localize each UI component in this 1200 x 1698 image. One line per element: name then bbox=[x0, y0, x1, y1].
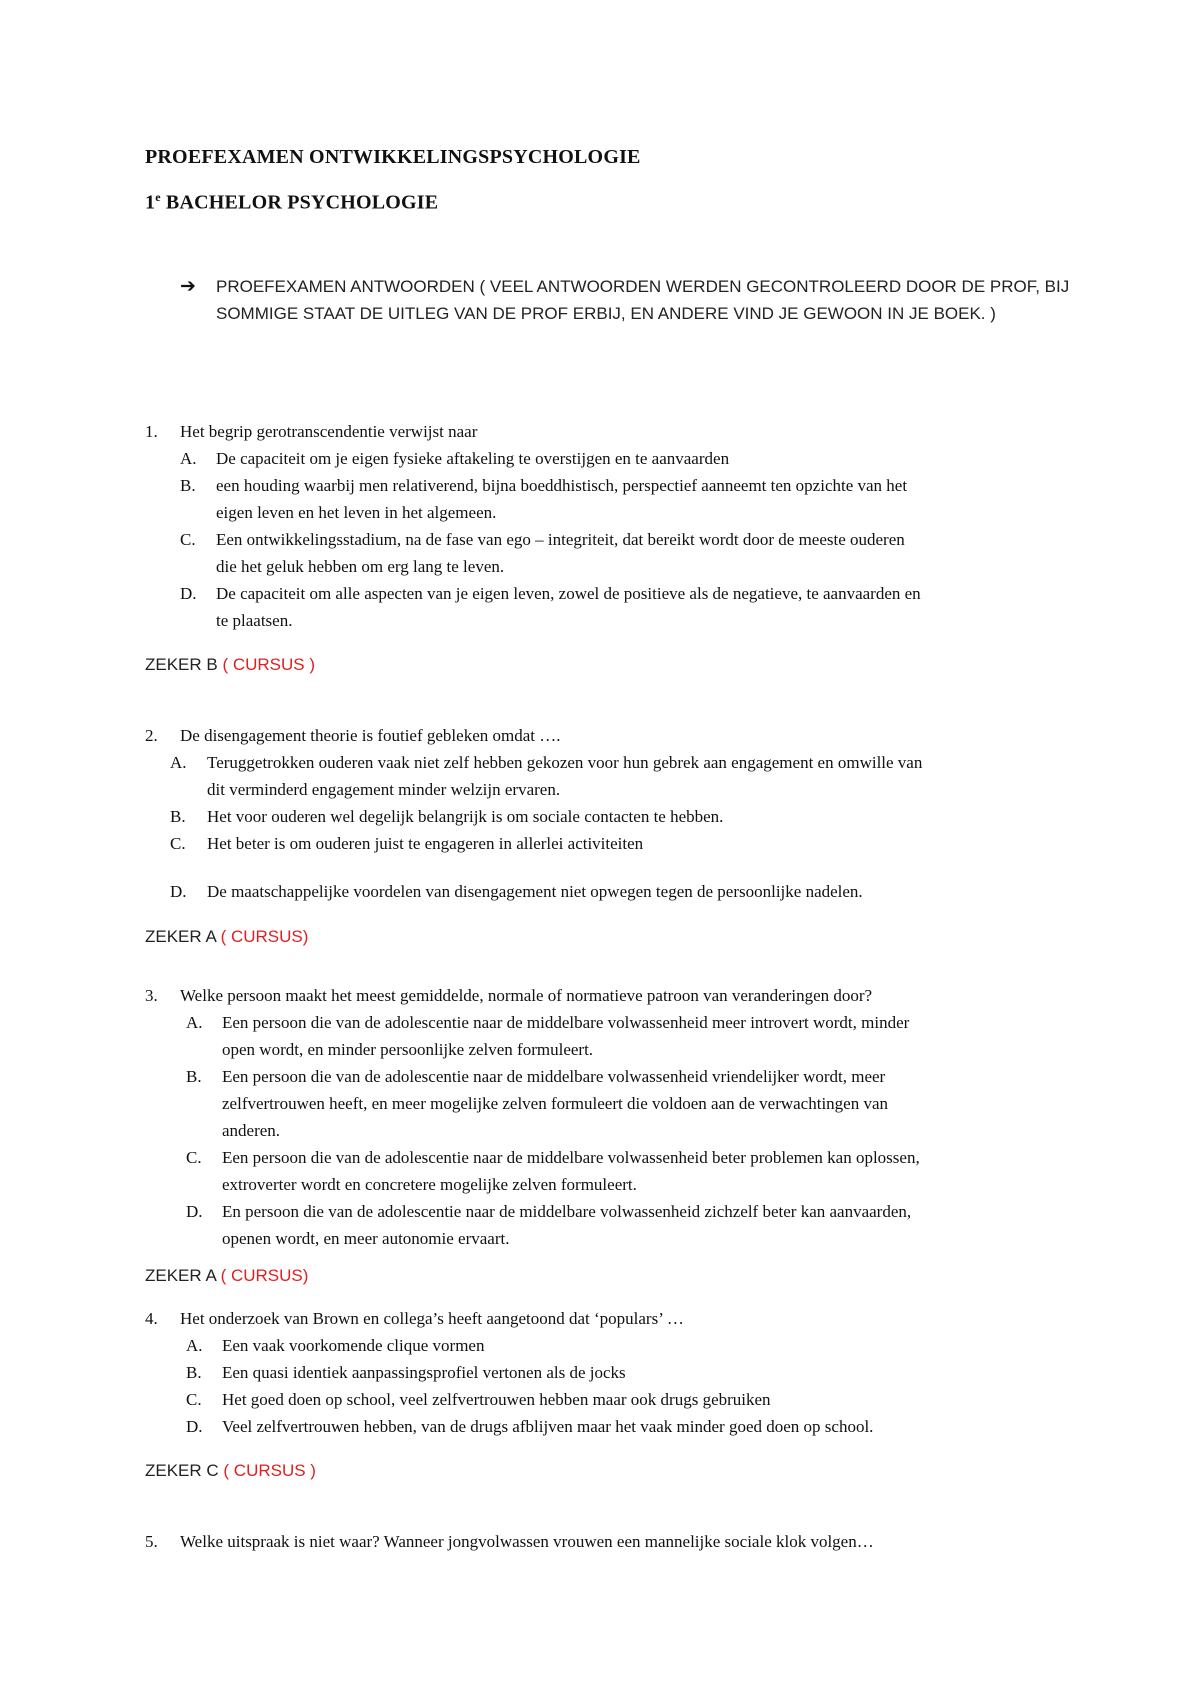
answer-key bbox=[145, 655, 315, 675]
arrow-icon: ➔ bbox=[180, 275, 196, 297]
option-a-text-cont: open wordt, en minder persoonlijke zelven formuleert. bbox=[222, 1040, 594, 1059]
question-text: De disengagement theorie is foutief gebleken omdat …. bbox=[180, 726, 561, 745]
subtitle-superscript: e bbox=[155, 190, 161, 204]
option-label: D. bbox=[186, 1417, 203, 1436]
document-title: PROEFEXAMEN ONTWIKKELINGSPSYCHOLOGIE bbox=[145, 146, 641, 168]
option-label: B. bbox=[186, 1067, 202, 1086]
option-label: C. bbox=[180, 530, 196, 549]
option-a-text: De capaciteit om je eigen fysieke aftakeling te overstijgen en te aanvaarden bbox=[216, 449, 730, 468]
option-label: A. bbox=[180, 449, 197, 468]
option-a-text-cont: dit verminderd engagement minder welzijn ervaren. bbox=[207, 780, 561, 799]
option-a-text: Een vaak voorkomende clique vormen bbox=[222, 1336, 485, 1355]
option-c-text: Een persoon die van de adolescentie naar de middelbare volwassenheid beter problemen kan oplossen, bbox=[222, 1148, 920, 1167]
option-label: A. bbox=[186, 1336, 203, 1355]
option-b-text: Een persoon die van de adolescentie naar de middelbare volwassenheid vriendelijker wordt, meer bbox=[222, 1067, 886, 1086]
option-c-text: Het beter is om ouderen juist te engageren in allerlei activiteiten bbox=[207, 834, 644, 853]
option-a-text: Teruggetrokken ouderen vaak niet zelf hebben gekozen voor hun gebrek aan engagement en omwille van bbox=[207, 753, 923, 772]
option-d-text-cont: te plaatsen. bbox=[216, 611, 293, 630]
option-c-text-cont: extroverter wordt en concretere mogelijke zelven formuleert. bbox=[222, 1175, 637, 1194]
question-number: 4. bbox=[145, 1309, 158, 1328]
option-label: D. bbox=[170, 882, 187, 901]
answer-key bbox=[145, 1266, 308, 1286]
option-label: B. bbox=[170, 807, 186, 826]
option-a-text: Een persoon die van de adolescentie naar de middelbare volwassenheid meer introvert wordt, minder bbox=[222, 1013, 910, 1032]
option-b-text: een houding waarbij men relativerend, bijna boeddhistisch, perspectief aanneemt ten opzichte van het bbox=[216, 476, 908, 495]
answer-key bbox=[145, 1461, 316, 1481]
option-d-text: De capaciteit om alle aspecten van je eigen leven, zowel de positieve als de negatieve, te aanvaarden en bbox=[216, 584, 921, 603]
answer-text: ZEKER A bbox=[145, 1266, 221, 1285]
option-label: A. bbox=[170, 753, 187, 772]
option-d-text: De maatschappelijke voordelen van disengagement niet opwegen tegen de persoonlijke nadelen. bbox=[207, 882, 863, 901]
answer-source: ( CURSUS) bbox=[220, 1266, 309, 1285]
intro-note: PROEFEXAMEN ANTWOORDEN ( VEEL ANTWOORDEN WERDEN GECONTROLEERD DOOR DE PROF, BIJ SOMMIGE STAAT DE UITLEG VAN DE PROF ERBIJ, EN ANDERE VIND JE GEWOON IN JE BOEK. ) bbox=[216, 277, 1070, 323]
option-label: B. bbox=[180, 476, 196, 495]
answer-text: ZEKER B bbox=[145, 655, 223, 674]
option-label: C. bbox=[186, 1390, 202, 1409]
option-d-text-cont: openen wordt, en meer autonomie ervaart. bbox=[222, 1229, 510, 1248]
option-c-text-cont: die het geluk hebben om erg lang te leven. bbox=[216, 557, 505, 576]
subtitle-text: BACHELOR PSYCHOLOGIE bbox=[160, 191, 439, 214]
option-label: B. bbox=[186, 1363, 202, 1382]
option-b-text: Het voor ouderen wel degelijk belangrijk is om sociale contacten te hebben. bbox=[207, 807, 724, 826]
question-number: 5. bbox=[145, 1532, 158, 1551]
answer-key bbox=[145, 927, 308, 947]
question-number: 1. bbox=[145, 422, 158, 441]
answer-source: ( CURSUS) bbox=[220, 927, 309, 946]
option-b-text-cont: eigen leven en het leven in het algemeen. bbox=[216, 503, 497, 522]
question-text: Het onderzoek van Brown en collega’s heeft aangetoond dat ‘populars’ … bbox=[180, 1309, 684, 1328]
option-label: D. bbox=[180, 584, 197, 603]
option-b-text-cont: anderen. bbox=[222, 1121, 281, 1140]
question-text: Welke uitspraak is niet waar? Wanneer jongvolwassen vrouwen een mannelijke sociale klok volgen… bbox=[180, 1532, 874, 1551]
option-b-text: Een quasi identiek aanpassingsprofiel vertonen als de jocks bbox=[222, 1363, 626, 1382]
option-c-text: Het goed doen op school, veel zelfvertrouwen hebben maar ook drugs gebruiken bbox=[222, 1390, 771, 1409]
document-subtitle bbox=[145, 190, 438, 215]
answer-text: ZEKER A bbox=[145, 927, 221, 946]
question-number: 3. bbox=[145, 986, 158, 1005]
answer-text: ZEKER C bbox=[145, 1461, 224, 1480]
answer-source: ( CURSUS ) bbox=[222, 655, 316, 674]
option-d-text: En persoon die van de adolescentie naar de middelbare volwassenheid zichzelf beter kan aanvaarden, bbox=[222, 1202, 912, 1221]
option-label: C. bbox=[186, 1148, 202, 1167]
subtitle-number: 1 bbox=[145, 191, 156, 214]
option-label: C. bbox=[170, 834, 186, 853]
option-label: A. bbox=[186, 1013, 203, 1032]
option-d-text: Veel zelfvertrouwen hebben, van de drugs afblijven maar het vaak minder goed doen op school. bbox=[222, 1417, 874, 1436]
question-text: Welke persoon maakt het meest gemiddelde, normale of normatieve patroon van veranderingen door? bbox=[180, 986, 873, 1005]
question-number: 2. bbox=[145, 726, 158, 745]
answer-source: ( CURSUS ) bbox=[223, 1461, 316, 1480]
option-c-text: Een ontwikkelingsstadium, na de fase van ego – integriteit, dat bereikt wordt door de meeste ouderen bbox=[216, 530, 905, 549]
option-b-text-cont: zelfvertrouwen heeft, en meer mogelijke zelven formuleert die voldoen aan de verwachtingen van bbox=[222, 1094, 889, 1113]
question-text: Het begrip gerotranscendentie verwijst naar bbox=[180, 422, 478, 441]
option-label: D. bbox=[186, 1202, 203, 1221]
